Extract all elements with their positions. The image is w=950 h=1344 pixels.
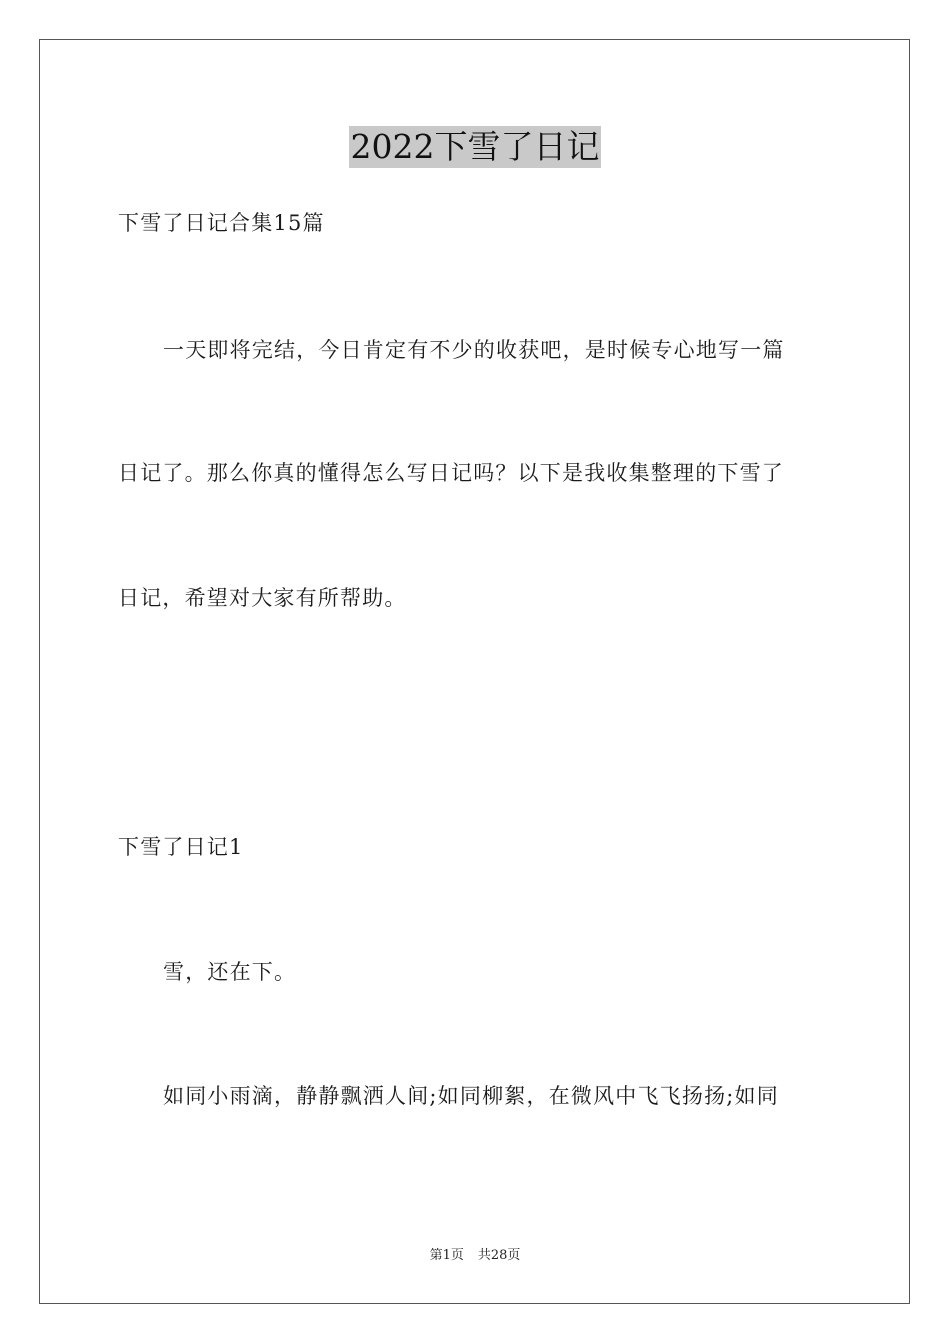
body-line-2: 如同小雨滴，静静飘洒人间;如同柳絮，在微风中飞飞扬扬;如同: [163, 1084, 779, 1108]
intro-line-3: 日记，希望对大家有所帮助。: [118, 586, 407, 610]
total-pages: 共28页: [477, 1248, 521, 1263]
page-footer: [0, 1247, 950, 1265]
title-container: [0, 126, 950, 168]
intro-line-2: 日记了。那么你真的懂得怎么写日记吗？以下是我收集整理的下雪了: [118, 461, 784, 485]
section-heading: 下雪了日记1: [118, 835, 244, 859]
document-title: 2022下雪了日记: [350, 127, 600, 166]
intro-line-1: 一天即将完结，今日肯定有不少的收获吧，是时候专心地写一篇: [163, 338, 785, 362]
document-subtitle: 下雪了日记合集15篇: [118, 211, 325, 235]
page-number: 第1页: [429, 1248, 464, 1263]
body-line-1: 雪，还在下。: [163, 960, 297, 984]
